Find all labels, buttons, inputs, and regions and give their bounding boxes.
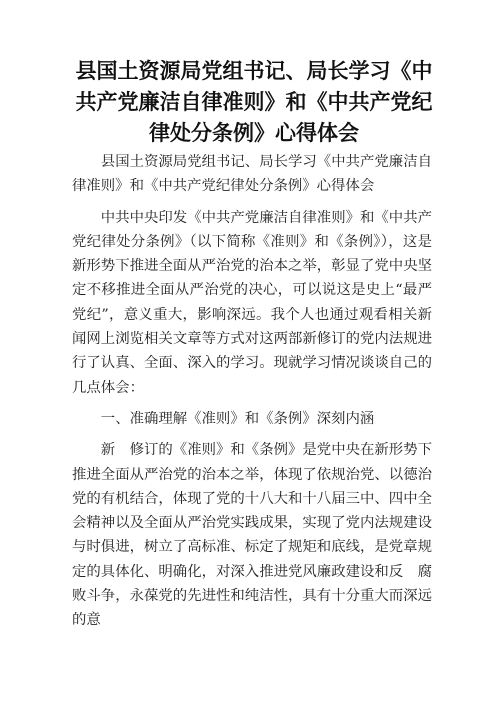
document-title: 县国土资源局党组书记、局长学习《中共产党廉洁自律准则》和《中共产党纪律处分条例》心得体会: [75, 59, 433, 145]
document-body: [72, 150, 432, 640]
section-heading: 一、准确理解《准则》和《条例》深刻内涵: [100, 410, 375, 427]
paragraph-subtitle: 县国土资源局党组书记、局长学习《中共产党廉洁自律准则》和《中共产党纪律处分条例》心得体会: [72, 154, 432, 195]
paragraph-intro: 中共中央印发《中共产党廉洁自律准则》和《中共产党纪律处分条例》（以下简称《准则》和《条例》），这是新形势下推进全面从严治党的治本之举，彰显了党中央坚定不移推进全面从严治党的决心，可以说这是史上“最严党纪”，意义重大，影响深远。我个人也通过观看相关新闻网上浏览相关文章等方式对这两部新修订的党内法规进行了认真、全面、深入的学习。现就学习情况谈谈自己的几点体会：: [72, 209, 432, 396]
paragraph-section-body: 新 修订的《准则》和《条例》是党中央在新形势下推进全面从严治党的治本之举，体现了依规治党、以德治党的有机结合，体现了党的十八大和十八届三中、四中全会精神以及全面从严治党实践成果，实现了党内法规建设与时俱进，树立了高标准、标定了规矩和底线，是党章规定的具体化、明确化，对深入推进党风廉政建设和反 腐败斗争，永葆党的先进性和纯洁性，具有十分重大而深远的意: [72, 442, 432, 629]
